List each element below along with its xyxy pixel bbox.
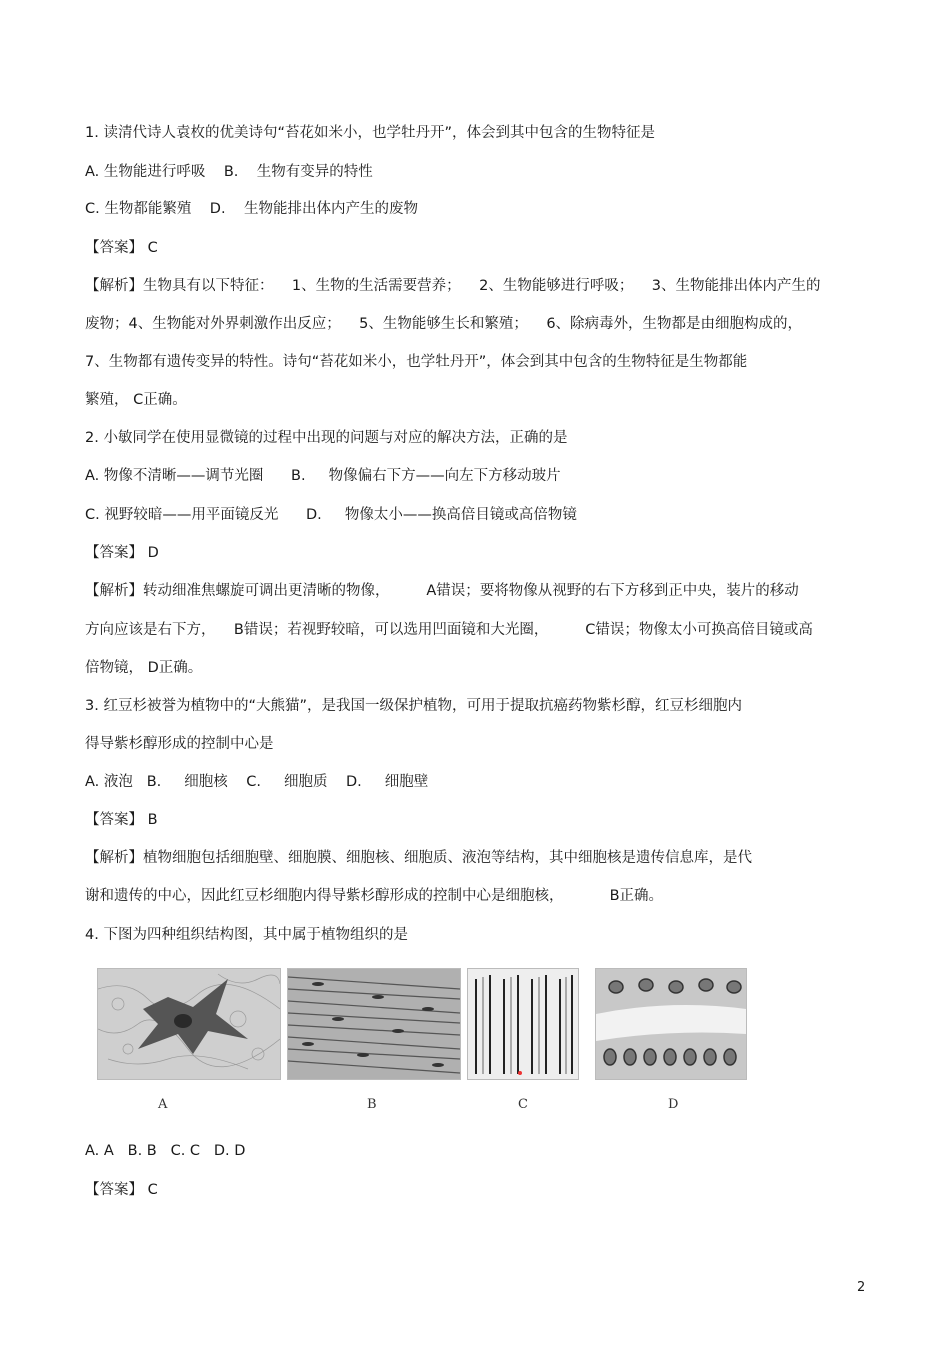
nerve-tissue-illustration [98, 969, 280, 1079]
q3-options: A. 液泡 B. 细胞核 C. 细胞质 D. 细胞壁 [85, 774, 429, 790]
q1-options-cd: C. 生物都能繁殖 D. 生物能排出体内产生的废物 [85, 201, 418, 217]
q1-analysis-line: 繁殖， C正确。 [85, 392, 187, 408]
q1-analysis-line: 【解析】生物具有以下特征： 1、生物的生活需要营养； 2、生物能够进行呼吸； 3、生物能排出体内产生的 [85, 278, 821, 294]
q1-analysis-line: 7、生物都有遗传变异的特性。诗句“苔花如米小，也学牡丹开”，体会到其中包含的生物特征是生物都能 [85, 354, 748, 370]
q3-stem-line: 得导紫杉醇形成的控制中心是 [85, 736, 274, 752]
tissue-image-c [467, 968, 579, 1080]
q4-options: A. A B. B C. C D. D [85, 1143, 246, 1159]
muscle-tissue-illustration [288, 969, 460, 1079]
q2-options-cd: C. 视野较暗——用平面镜反光 D. 物像太小——换高倍目镜或高倍物镜 [85, 507, 577, 523]
q1-options-ab: A. 生物能进行呼吸 B. 生物有变异的特性 [85, 164, 373, 180]
q2-options-ab: A. 物像不清晰——调节光圈 B. 物像偏右下方——向左下方移动玻片 [85, 468, 561, 484]
q3-answer: 【答案】 B [85, 812, 158, 828]
q3-analysis-line: 【解析】植物细胞包括细胞壁、细胞膜、细胞核、细胞质、液泡等结构，其中细胞核是遗传信息库，是代 [85, 850, 752, 866]
page-number: 2 [857, 1280, 866, 1295]
q1-analysis-line: 废物；4、生物能对外界刺激作出反应； 5、生物能够生长和繁殖； 6、除病毒外，生物都是由细胞构成的， [85, 316, 803, 332]
tissue-image-d [595, 968, 747, 1080]
q3-stem-line: 3. 红豆杉被誉为植物中的“大熊猫”，是我国一级保护植物，可用于提取抗癌药物紫杉醇，红豆杉细胞内 [85, 698, 742, 714]
q2-analysis-line: 【解析】转动细准焦螺旋可调出更清晰的物像， A错误；要将物像从视野的右下方移到正中央，装片的移动 [85, 583, 799, 599]
figure-label-c: C [518, 1097, 528, 1112]
q3-analysis-line: 谢和遗传的中心，因此红豆杉细胞内得导紫杉醇形成的控制中心是细胞核， B正确。 [85, 888, 664, 904]
q2-answer: 【答案】 D [85, 545, 159, 561]
q4-stem: 4. 下图为四种组织结构图，其中属于植物组织的是 [85, 927, 408, 943]
figure-label-b: B [367, 1097, 377, 1112]
q1-stem: 1. 读清代诗人袁枚的优美诗句“苔花如米小，也学牡丹开”，体会到其中包含的生物特征是 [85, 125, 655, 141]
epithelial-tissue-illustration [596, 969, 746, 1079]
q2-stem: 2. 小敏同学在使用显微镜的过程中出现的问题与对应的解决方法，正确的是 [85, 430, 568, 446]
plant-tissue-illustration [468, 969, 578, 1079]
q2-analysis-line: 倍物镜， D正确。 [85, 660, 203, 676]
q1-answer: 【答案】 C [85, 240, 158, 256]
q4-answer: 【答案】 C [85, 1182, 158, 1198]
tissue-image-a [97, 968, 281, 1080]
figure-label-a: A [158, 1097, 168, 1112]
figure-label-d: D [668, 1097, 679, 1112]
tissue-image-b [287, 968, 461, 1080]
q2-analysis-line: 方向应该是右下方， B错误；若视野较暗，可以选用凹面镜和大光圈， C错误；物像太小可换高倍目镜或高 [85, 622, 813, 638]
